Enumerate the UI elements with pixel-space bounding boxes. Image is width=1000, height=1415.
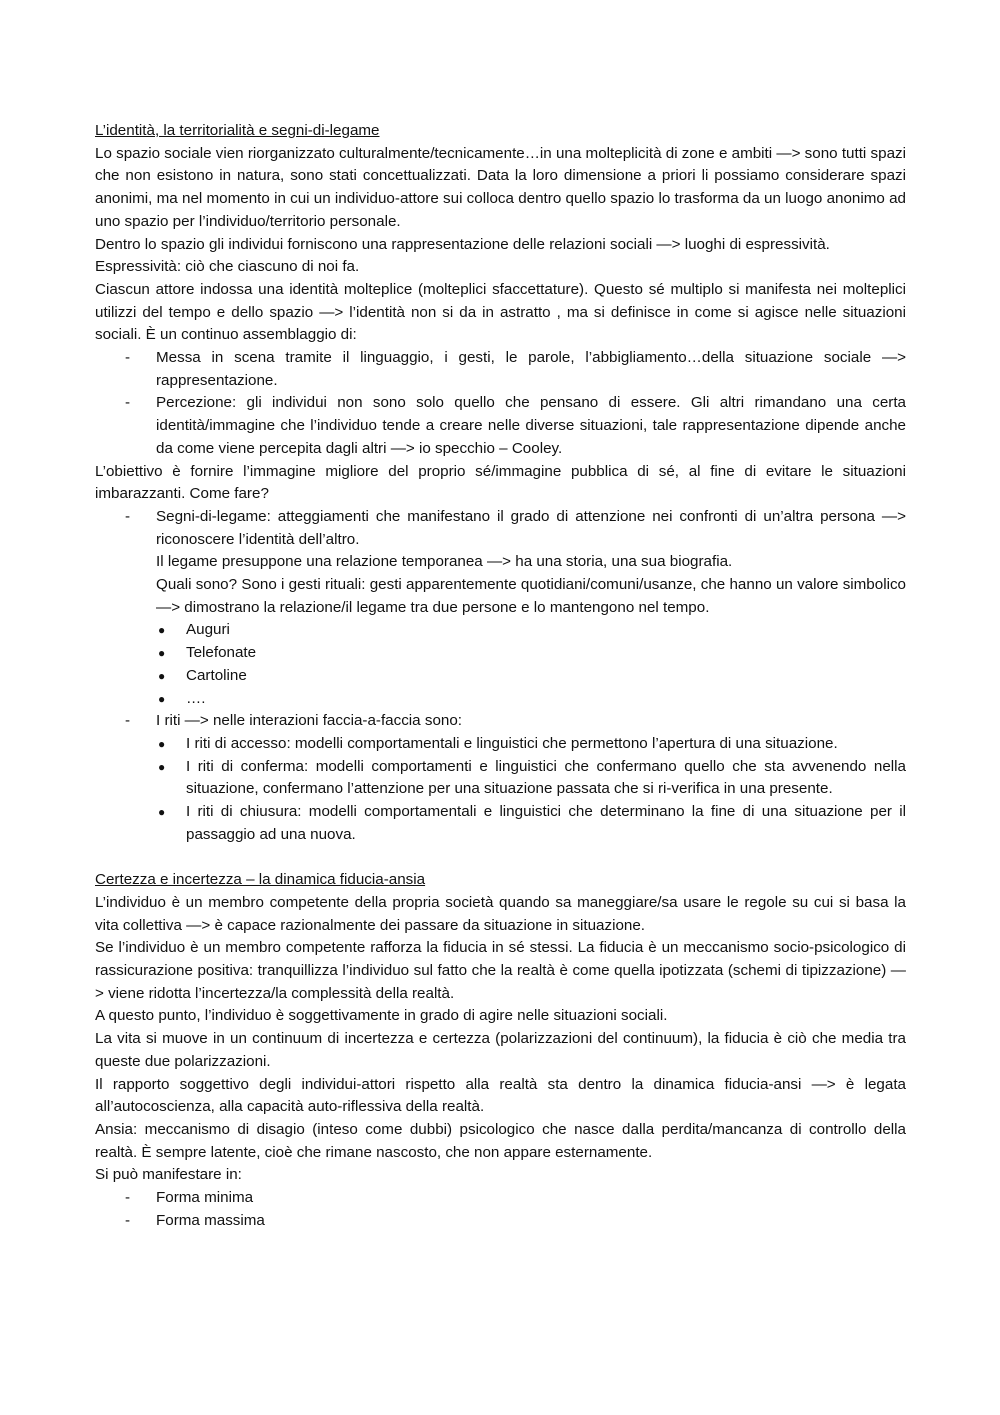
- dash-list: [95, 347, 906, 461]
- bullet-text: Cartoline: [186, 666, 247, 684]
- list-item-text: Quali sono? Sono i gesti rituali: gesti apparentemente quotidiani/comuni/usanze, che hanno un valore simbolico —> dimostrano la relazione/il legame tra due persone e lo mantengono nel tempo.: [156, 576, 906, 616]
- dash-list: [95, 1187, 906, 1232]
- section-heading-identity: L’identità, la territorialità e segni-di-legame: [95, 122, 380, 139]
- dash-marker: -: [125, 349, 131, 367]
- list-item-text: Messa in scena tramite il linguaggio, i gesti, le parole, l’abbigliamento…della situazione sociale —> rappresentazione.: [156, 349, 906, 389]
- document-page: [95, 120, 906, 1232]
- paragraph: A questo punto, l’individuo è soggettivamente in grado di agire nelle situazioni sociali.: [95, 1007, 668, 1025]
- bullet-item: [156, 665, 906, 688]
- list-item-text: Segni-di-legame: atteggiamenti che manifestano il grado di attenzione nei confronti di un’altra persona —> riconoscere l’identità dell’altro.: [156, 507, 906, 548]
- section-heading-certainty: Certezza e incertezza – la dinamica fiducia-ansia: [95, 871, 426, 889]
- bullet-marker: ●: [158, 736, 166, 751]
- bullet-text: Telefonate: [186, 644, 257, 662]
- list-item-text: I riti —> nelle interazioni faccia-a-faccia sono:: [156, 712, 462, 730]
- paragraph: L’individuo è un membro competente della propria società quando sa maneggiare/sa usare le regole su cui si basa la vita collettiva —> è capace razionalmente dei passare da situazione in situazione.: [95, 893, 906, 934]
- list-item: [95, 710, 906, 846]
- list-item-text: Forma minima: [156, 1189, 254, 1207]
- list-item-text: Il legame presuppone una relazione temporanea —> ha una storia, una sua biografia.: [156, 553, 733, 571]
- paragraph: L’obiettivo è fornire l’immagine migliore del proprio sé/immagine pubblica di sé, al fine di evitare le situazioni imbarazzanti. Come fare?: [95, 462, 906, 503]
- dash-marker: -: [125, 712, 131, 730]
- list-item: [95, 1210, 906, 1233]
- paragraph: Lo spazio sociale vien riorganizzato culturalmente/tecnicamente…in una molteplicità di zone e ambiti —> sono tutti spazi che non esistono in natura, sono stati concettualizzati. Data la loro dimensione a priori li possiamo considerare spazi anonimi, ma nel momento in cui un individuo-attore sui colloca dentro quello spazio lo trasforma da un luogo anonimo ad uno spazio per l’individuo/territorio personale.: [95, 144, 906, 230]
- bullet-text: Auguri: [186, 621, 230, 639]
- list-item: [95, 347, 906, 392]
- bullet-item: [156, 619, 906, 642]
- bullet-marker: ●: [158, 646, 166, 661]
- paragraph: La vita si muove in un continuum di incertezza e certezza (polarizzazioni del continuum), la fiducia è ciò che media tra queste due polarizzazioni.: [95, 1030, 906, 1070]
- bullet-item: [156, 642, 906, 665]
- dash-marker: -: [125, 1189, 131, 1207]
- paragraph: Si può manifestare in:: [95, 1166, 242, 1184]
- paragraph: Se l’individuo è un membro competente rafforza la fiducia in sé stessi. La fiducia è un meccanismo socio-psicologico di rassicurazione positiva: tranquillizza l’individuo sul fatto che la realtà è come quella ipotizzata (schemi di tipizzazione) —> viene ridotta l’incertezza/la complessità della realtà.: [95, 939, 906, 1002]
- paragraph: Dentro lo spazio gli individui forniscono una rappresentazione delle relazioni sociali —> luoghi di espressività.: [95, 235, 830, 253]
- bullet-text: ….: [186, 689, 206, 707]
- list-item-text: Forma massima: [156, 1211, 265, 1229]
- dash-marker: -: [125, 1211, 131, 1229]
- bullet-list: [156, 619, 906, 710]
- list-item: [95, 392, 906, 460]
- bullet-marker: ●: [158, 805, 166, 820]
- paragraph: Il rapporto soggettivo degli individui-attori rispetto alla realtà sta dentro la dinamica fiducia-ansi —> è legata all’autocoscienza, alla capacità auto-riflessiva della realtà.: [95, 1075, 906, 1116]
- list-item-text: Percezione: gli individui non sono solo quello che pensano di essere. Gli altri rimandano una certa identità/immagine che l’individuo tende a creare nelle diverse situazioni, tale rappresentazione dipende anche da come viene percepita dagli altri —> io specchio – Cooley.: [156, 394, 906, 457]
- bullet-text: I riti di conferma: modelli comportamenti e linguistici che confermano quello che sta avvenendo nella situazione, confermano l’attenzione per una situazione passata che si ri-verifica in una presente.: [186, 757, 906, 798]
- list-item: [95, 1187, 906, 1210]
- bullet-text: I riti di chiusura: modelli comportamentali e linguistici che determinano la fine di una situazione per il passaggio ad una nuova.: [186, 803, 906, 843]
- bullet-item: [156, 801, 906, 846]
- bullet-marker: ●: [158, 691, 166, 706]
- bullet-item: [156, 756, 906, 801]
- bullet-marker: ●: [158, 668, 166, 683]
- paragraph: Ciascun attore indossa una identità molteplice (molteplici sfaccettature). Questo sé multiplo si manifesta nei molteplici utilizzi del tempo e dello spazio —> l’identità non si da in astratto , ma si definisce in come si agisce nelle situazioni sociali. È un continuo assemblaggio di:: [95, 280, 906, 344]
- dash-list: [95, 506, 906, 847]
- bullet-text: I riti di accesso: modelli comportamentali e linguistici che permettono l’apertura di una situazione.: [186, 734, 838, 752]
- bullet-marker: ●: [158, 759, 166, 774]
- paragraph: Espressività: ciò che ciascuno di noi fa.: [95, 258, 360, 276]
- dash-marker: -: [125, 507, 131, 525]
- list-item: [95, 506, 906, 710]
- bullet-marker: ●: [158, 623, 166, 638]
- bullet-list: [156, 733, 906, 847]
- bullet-item: [156, 688, 906, 711]
- paragraph: Ansia: meccanismo di disagio (inteso come dubbi) psicologico che nasce dalla perdita/mancanza di controllo della realtà. È sempre latente, cioè che rimane nascosto, che non appare esternamente.: [95, 1120, 906, 1161]
- dash-marker: -: [125, 394, 131, 412]
- bullet-item: [156, 733, 906, 756]
- blank-line: [95, 847, 906, 870]
